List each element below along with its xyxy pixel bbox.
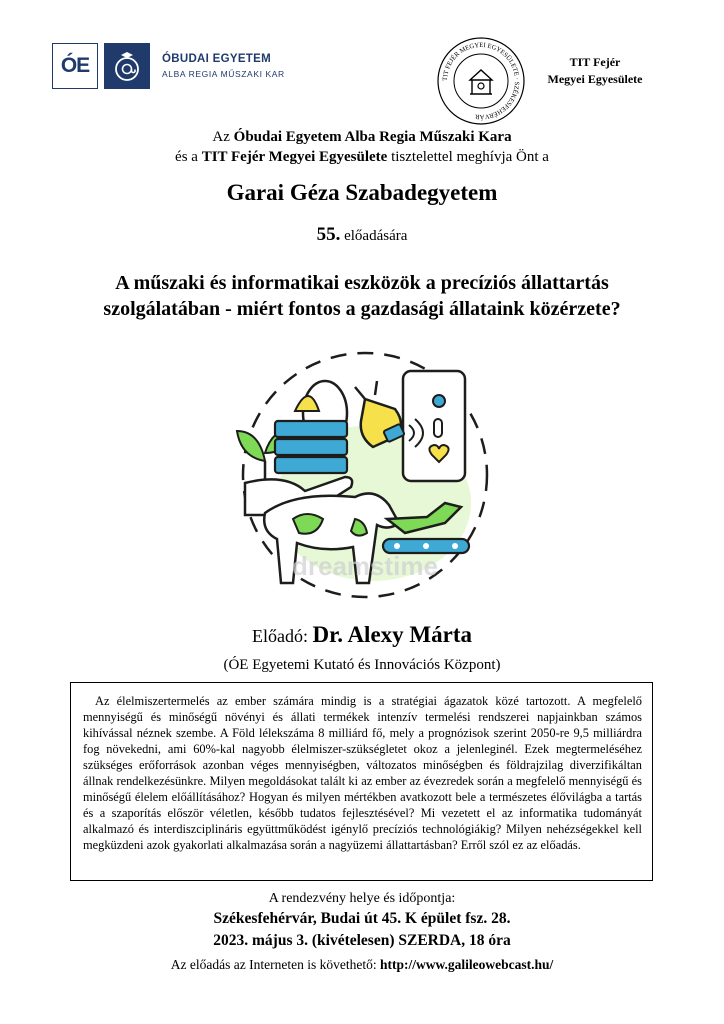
venue-address: Székesfehérvár, Budai út 45. K épület fsz. 28. bbox=[213, 910, 511, 927]
abstract-box bbox=[70, 682, 653, 881]
watermark-text: dreamstime bbox=[292, 551, 438, 581]
org-university: Óbudai Egyetem Alba Regia Műszaki Kara bbox=[233, 129, 512, 145]
venue-label: A rendezvény helye és időpontja: bbox=[268, 891, 456, 906]
faculty-name: ALBA REGIA MŰSZAKI KAR bbox=[162, 69, 285, 79]
partner-name: TIT Fejér Megyei Egyesülete bbox=[547, 55, 643, 86]
presenter-affiliation: (ÓE Egyetemi Kutató és Innovációs Központ) bbox=[223, 657, 501, 673]
presenter: Előadó: Dr. Alexy Márta bbox=[252, 622, 472, 647]
university-name: ÓBUDAI EGYETEM bbox=[162, 53, 271, 65]
series-title: Garai Géza Szabadegyetem bbox=[226, 180, 498, 205]
precision-livestock-icon bbox=[225, 343, 505, 613]
stream-link[interactable]: http://www.galileowebcast.hu/ bbox=[379, 957, 554, 972]
seal-lettering: TIT FEJÉR MEGYEI EGYESÜLETE · SZÉKESFEHÉRVÁR bbox=[441, 41, 521, 121]
stream-info: Az előadás az Interneten is követhető: http://www.galileowebcast.hu/ bbox=[170, 957, 554, 972]
presenter-name: Dr. Alexy Márta bbox=[312, 622, 472, 647]
university-seal-icon bbox=[104, 43, 150, 89]
invitation-text: Az Óbudai Egyetem Alba Regia Műszaki Kara és a TIT Fejér Megyei Egyesülete tisztelettel meghívja Önt a bbox=[175, 129, 549, 165]
lecture-topic: A műszaki és informatikai eszközök a precíziós állattartás szolgálatában - miért fontos a gazdasági állataink közérzete? bbox=[103, 272, 621, 320]
org-tit: TIT Fejér Megyei Egyesülete bbox=[201, 149, 388, 165]
tit-seal-icon bbox=[436, 36, 526, 126]
abstract-text: Az élelmiszertermelés az ember számára mindig is a stratégiai ágazatok közé tartozott. A megfelelő mennyiségű és minőségű növényi és állati termékek intenzív termelési rendszerei napjainkban számos kihívással néznek szembe. A Föld lélekszáma 8 milliárd fő, mely a prognózisok szerint 2050-re 9,5 milliárdra fog növekedni, ami 60%-kal nagyobb élelmiszer-szükségletet okoz a jelenleginél. Ezek megtermeléséhez szükséges erőforrások azonban véges mennyiségben, változatos minőségben és földrajzilag diverzifikáltan állnak rendelkezésünkre. Milyen megoldásokat talált ki az ember az évezredek során a megfelelő mennyiségű és minőségű élelem előállításához? Hogyan és milyen mértékben avatkozott bele a természetes élővilágba a tartás és a szaporítás először véletlen, később tudatos fejlesztésével? Mi vezetett el az informatika tudományát alkalmazó és interdiszciplináris együttműködést igénylő precíziós technológiákig? Milyen nehézségekkel kell megküzdeni azok gyakorlati alkalmazása során a nagyüzemi állattartásban? Erről szól ez az előadás. bbox=[83, 694, 642, 852]
event-datetime: 2023. május 3. (kivételesen) SZERDA, 18 óra bbox=[213, 932, 511, 949]
lecture-number: 55. előadására bbox=[316, 224, 408, 245]
oe-logo: ÓE bbox=[52, 43, 98, 89]
